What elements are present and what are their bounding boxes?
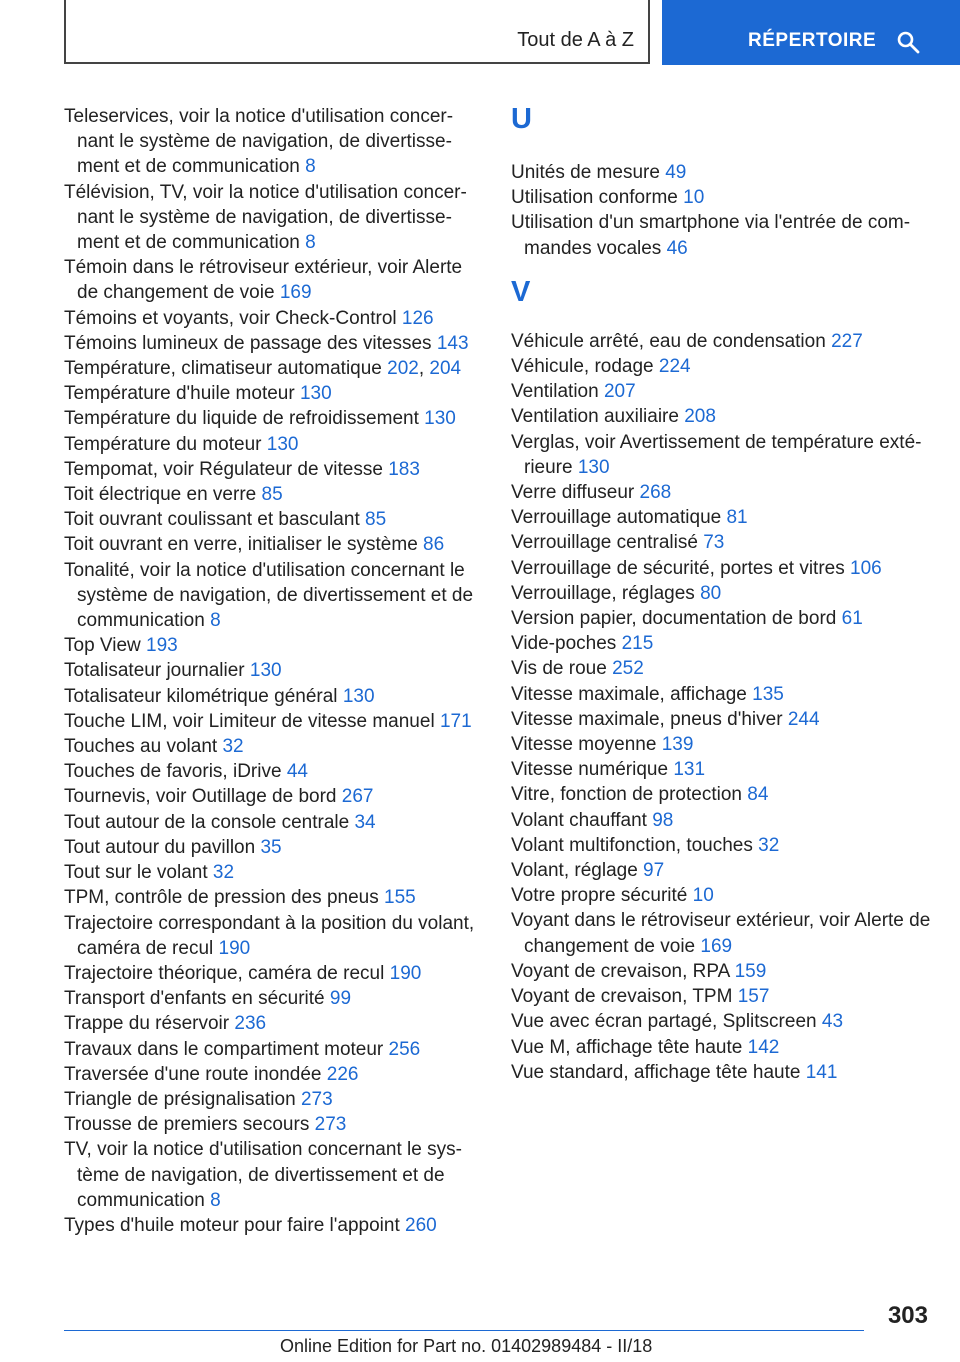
entry-text: Température d'huile moteur [64, 383, 295, 405]
index-entry [64, 482, 482, 507]
entry-text: Top View [64, 635, 141, 657]
page-link[interactable]: 85 [261, 484, 283, 506]
entry-text: Vitesse numérique [511, 759, 669, 781]
index-entry [511, 1060, 931, 1085]
entry-text: Toit électrique en verre [64, 484, 257, 506]
index-entry [511, 505, 931, 530]
page-link[interactable]: 135 [752, 683, 784, 705]
entry-text: Vue avec écran partagé, Splitscreen [511, 1011, 817, 1033]
entry-text: Tout autour du pavillon [64, 836, 256, 858]
entry-text: Touche LIM, voir Limiteur de vitesse manuel [64, 710, 435, 732]
entry-text: Unités de mesure [511, 162, 660, 183]
page-number: 303 [887, 1302, 928, 1329]
index-entry [511, 908, 931, 958]
index-entry [511, 354, 931, 379]
index-entry [64, 255, 482, 305]
entry-text: Totalisateur journalier [64, 660, 245, 682]
entry-text: Tout autour de la console centrale [64, 811, 350, 833]
entry-text: TPM, contrôle de pression des pneus [64, 887, 379, 909]
entry-text: Voyant dans le rétroviseur extérieur, voir Alerte de changement de voie [511, 910, 931, 957]
footer-divider [64, 1330, 864, 1331]
index-entry [511, 808, 931, 833]
page-link[interactable]: 106 [850, 557, 882, 579]
entry-text: Verrouillage, réglages [511, 582, 695, 604]
entry-text: Tempomat, voir Régulateur de vitesse [64, 458, 383, 480]
entry-text: Verglas, voir Avertissement de température extérieure [511, 431, 922, 478]
page-link[interactable]: 85 [365, 509, 387, 531]
page-link[interactable]: 34 [354, 811, 376, 833]
entry-text: Touches au volant [64, 736, 218, 758]
index-entry [64, 406, 482, 431]
index-entry [64, 1037, 482, 1062]
index-entry [64, 1112, 482, 1137]
index-entry [64, 507, 482, 532]
page-link[interactable]: 73 [703, 532, 725, 554]
entry-text: Toit ouvrant en verre, initialiser le système [64, 534, 418, 556]
page-link[interactable]: 193 [146, 635, 178, 657]
page-link[interactable]: 131 [673, 759, 706, 781]
page-link[interactable]: 267 [341, 786, 374, 808]
entry-text: Voyant de crevaison, TPM [511, 986, 733, 1008]
entry-text: Véhicule, rodage [511, 356, 654, 378]
entry-text: Types d'huile moteur pour faire l'appoint [64, 1214, 400, 1236]
index-column-right [511, 104, 931, 1085]
entry-text: Température du liquide de refroidissement [64, 408, 419, 430]
entry-text: Transport d'enfants en sécurité [64, 988, 325, 1010]
entry-text: Verrouillage automatique [511, 507, 722, 529]
page-link[interactable]: 190 [218, 937, 251, 959]
entry-text: Version papier, documentation de bord [511, 608, 837, 630]
page-link[interactable]: 256 [388, 1038, 421, 1060]
index-entry [511, 185, 931, 210]
entry-text: Volant chauffant [511, 809, 647, 831]
index-entry [511, 782, 931, 807]
index-entry [64, 356, 482, 381]
index-entry [511, 379, 931, 404]
entry-text: TV, voir la notice d'utilisation concernant le système de navigation, de divertissement et de communication [64, 1139, 462, 1211]
page-link[interactable]: 141 [805, 1061, 838, 1083]
entry-text: Vitesse maximale, pneus d'hiver [511, 708, 783, 730]
index-entry [64, 784, 482, 809]
entry-text: Témoins lumineux de passage des vitesses [64, 332, 432, 354]
index-entry [64, 306, 482, 331]
page-link[interactable]: 130 [342, 685, 375, 707]
entry-text: Trajectoire théorique, caméra de recul [64, 962, 385, 984]
page-link[interactable]: 86 [423, 534, 445, 556]
page-link[interactable]: 155 [384, 887, 416, 909]
page-link[interactable]: 80 [700, 582, 722, 604]
entry-text: Tournevis, voir Outillage de bord [64, 786, 337, 808]
entry-text: Vitre, fonction de protection [511, 784, 742, 806]
index-entry [511, 329, 931, 354]
index-entry [511, 530, 931, 555]
entry-text: Ventilation auxiliaire [511, 406, 679, 428]
entry-text: Température du moteur [64, 433, 262, 455]
page-link[interactable]: 224 [658, 356, 691, 378]
page-link[interactable]: 10 [683, 187, 705, 209]
entry-text: Vis de roue [511, 658, 607, 680]
page-link[interactable]: 32 [222, 736, 244, 758]
index-entry [64, 633, 482, 658]
entry-text: Témoins et voyants, voir Check-Control [64, 307, 397, 329]
entry-text: Utilisation d'un smartphone via l'entrée de commandes vocales [511, 212, 911, 259]
page-link[interactable]: 236 [234, 1013, 267, 1035]
index-entry [511, 480, 931, 505]
index-entry [511, 707, 931, 732]
entry-text: Teleservices, voir la notice d'utilisation concernant le système de navigation, de divertissement et de communication [64, 106, 454, 178]
index-entry [64, 558, 482, 634]
entry-text: Trajectoire correspondant à la position du volant, caméra de recul [64, 912, 475, 959]
index-entry [511, 1009, 931, 1034]
page-link[interactable]: 44 [286, 761, 308, 783]
index-entry [64, 457, 482, 482]
index-entry [64, 835, 482, 860]
entry-text: Vitesse maximale, affichage [511, 683, 747, 705]
page-link[interactable]: 202 [387, 358, 419, 380]
index-entry [64, 1087, 482, 1112]
index-entry [511, 631, 931, 656]
index-entry [511, 757, 931, 782]
page-link[interactable]: 260 [405, 1214, 437, 1236]
page-link[interactable]: 157 [737, 986, 770, 1008]
entry-text: Tout sur le volant [64, 862, 208, 884]
entry-text: Volant, réglage [511, 860, 638, 882]
page-link[interactable]: 10 [692, 885, 714, 907]
entry-text: Toit ouvrant coulissant et basculant [64, 509, 360, 531]
entry-text: Utilisation conforme [511, 187, 678, 209]
entry-text: Vide-poches [511, 633, 617, 655]
index-entry [511, 883, 931, 908]
footer-edition: Online Edition for Part no. 01402989484 - II/18 [280, 1336, 653, 1356]
page-link[interactable]: 61 [841, 608, 863, 630]
entry-text: Tonalité, voir la notice d'utilisation concernant le système de navigation, de divertissement et de communication [64, 559, 474, 632]
entry-text: Traversée d'une route inondée [64, 1063, 322, 1085]
entry-text: Touches de favoris, iDrive [64, 761, 282, 783]
index-entry [64, 658, 482, 683]
page-link[interactable]: 207 [603, 381, 636, 403]
index-entry [511, 1035, 931, 1060]
page-link[interactable]: 204 [429, 358, 462, 380]
entry-text: Verrouillage de sécurité, portes et vitres [511, 557, 845, 579]
index-entry [64, 1011, 482, 1036]
page-link[interactable]: 130 [577, 456, 610, 478]
index-entry [511, 656, 931, 681]
page-link[interactable]: 126 [401, 307, 434, 329]
page-link[interactable]: 139 [661, 734, 694, 756]
page-link[interactable]: 215 [621, 633, 654, 655]
entry-text: Volant multifonction, touches [511, 834, 753, 856]
entry-text: Verre diffuseur [511, 482, 635, 504]
page-link[interactable]: 32 [212, 862, 235, 884]
page-link[interactable]: 97 [643, 860, 665, 882]
page-link[interactable]: 273 [314, 1114, 347, 1136]
entry-text: Télévision, TV, voir la notice d'utilisation concernant le système de navigation, de divertissement et de communication [64, 181, 467, 254]
index-entry [64, 759, 482, 784]
index-entry [64, 810, 482, 835]
index-entry [64, 104, 482, 180]
page-link[interactable]: 143 [436, 332, 469, 354]
index-column-left [64, 104, 482, 1238]
index-entry [64, 331, 482, 356]
page-link[interactable]: 46 [666, 237, 688, 259]
page-link[interactable]: 130 [424, 408, 456, 430]
index-entry [511, 606, 931, 631]
page-link[interactable]: 169 [279, 282, 312, 304]
page-link[interactable]: 8 [305, 232, 316, 254]
page-link[interactable]: 227 [831, 330, 863, 352]
entry-text: Totalisateur kilométrique général [64, 685, 338, 707]
index-entry [64, 911, 482, 961]
entry-text: Ventilation [511, 381, 599, 403]
page-link[interactable]: 171 [439, 710, 472, 732]
page-link[interactable]: 43 [821, 1011, 844, 1033]
page-link[interactable]: 190 [389, 962, 422, 984]
page-link[interactable]: 32 [758, 834, 780, 856]
page-separator: , [418, 358, 425, 380]
entry-text: Triangle de présignalisation [64, 1088, 296, 1110]
page-link[interactable]: 8 [210, 1189, 221, 1211]
index-entry [511, 959, 931, 984]
index-entry [64, 1062, 482, 1087]
index-entry [64, 709, 482, 734]
section-letter: V [511, 275, 531, 308]
entry-text: Vue M, affichage tête haute [511, 1036, 743, 1058]
index-entry [64, 180, 482, 256]
page-link[interactable]: 35 [260, 836, 282, 858]
page-link[interactable]: 98 [652, 809, 674, 831]
index-entry [511, 160, 931, 185]
entry-text: Verrouillage centralisé [511, 532, 698, 554]
page-link[interactable]: 130 [299, 383, 332, 405]
entry-text: Travaux dans le compartiment moteur [64, 1038, 384, 1060]
index-entry [64, 532, 482, 557]
page-link[interactable]: 244 [787, 708, 820, 730]
index-entry [64, 885, 482, 910]
entry-text: Vue standard, affichage tête haute [511, 1061, 801, 1083]
index-entry [64, 684, 482, 709]
index-entry [511, 682, 931, 707]
page-link[interactable]: 130 [266, 433, 299, 455]
page-link[interactable]: 159 [734, 960, 767, 982]
section-letter: U [511, 103, 532, 135]
page-link[interactable]: 130 [249, 660, 282, 682]
entry-text: Véhicule arrêté, eau de condensation [511, 330, 826, 352]
index-entry [64, 961, 482, 986]
index-entry [511, 210, 931, 260]
page-link[interactable]: 183 [388, 458, 420, 480]
search-icon[interactable] [896, 30, 920, 54]
header-section-tab[interactable] [64, 0, 650, 64]
page-link[interactable]: 81 [726, 507, 748, 529]
entry-text: Vitesse moyenne [511, 734, 657, 756]
index-entry [511, 732, 931, 757]
index-entry [64, 381, 482, 406]
page-link[interactable]: 49 [665, 162, 687, 183]
page-link[interactable]: 8 [305, 156, 316, 178]
entry-text: Trappe du réservoir [64, 1013, 230, 1035]
entry-text: Trousse de premiers secours [64, 1114, 310, 1136]
index-entry [64, 1137, 482, 1213]
entry-text: Votre propre sécurité [511, 885, 688, 907]
entry-text: Température, climatiseur automatique [64, 358, 382, 380]
index-entry [511, 581, 931, 606]
index-entry [511, 858, 931, 883]
page-link[interactable]: 252 [612, 658, 644, 680]
index-entry [511, 833, 931, 858]
page-link[interactable]: 99 [329, 988, 352, 1010]
index-entry [64, 1213, 482, 1238]
index-entry [64, 432, 482, 457]
index-entry [64, 734, 482, 759]
page-link[interactable]: 226 [326, 1063, 359, 1085]
index-tab-label: RÉPERTOIRE [748, 30, 877, 51]
page-link[interactable]: 8 [210, 610, 221, 632]
index-entry [511, 984, 931, 1009]
page-link[interactable]: 84 [747, 784, 769, 806]
header-active-tab[interactable] [662, 0, 960, 65]
index-entry [511, 404, 931, 429]
page-link[interactable]: 268 [639, 482, 672, 504]
page-link[interactable]: 273 [300, 1088, 333, 1110]
entry-text: Voyant de crevaison, RPA [511, 960, 730, 982]
index-entry [64, 860, 482, 885]
section-title: Tout de A à Z [517, 29, 634, 51]
index-entry [511, 430, 931, 480]
page-link[interactable]: 208 [684, 406, 716, 428]
index-entry [511, 556, 931, 581]
index-entry [64, 986, 482, 1011]
page-link[interactable]: 142 [747, 1036, 780, 1058]
entry-text: Témoin dans le rétroviseur extérieur, voir Alerte de changement de voie [64, 257, 463, 304]
page-link[interactable]: 169 [700, 935, 733, 957]
